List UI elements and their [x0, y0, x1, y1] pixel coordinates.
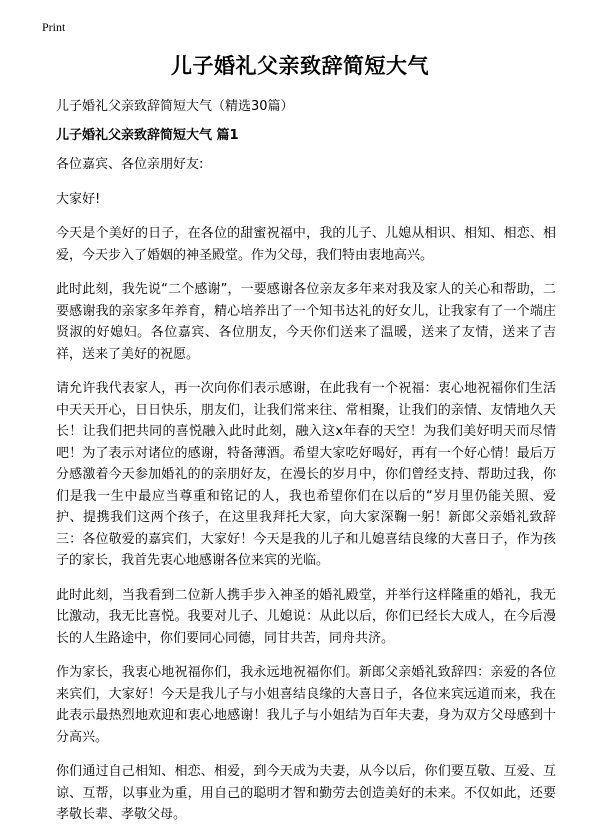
page-title: 儿子婚礼父亲致辞简短大气 [171, 54, 429, 78]
paragraph-greeting-guests: 各位嘉宾、各位亲朋好友: [56, 157, 204, 172]
paragraph: 你们通过自己相知、相恋、相爱，到今天成为夫妻，从今以后，你们要互敬、互爱、互谅、互帮，以事业为重，用自己的聪明才智和勤劳去创造美好的未来。不仅如此，还要孝敬长辈、孝敬父母。 [56, 764, 556, 822]
print-link[interactable]: Print [42, 20, 66, 34]
paragraph: 请允许我代表家人，再一次向你们表示感谢，在此我有一个祝福：衷心地祝福你们生活中天天开心，日日快乐，朋友们，让我们常来往、常相聚，让我们的亲情、友情地久天长！让我们把共同的喜悦融入此时此刻，融入这x年春的天空！为我们美好明天而尽情吧！为了表示对诸位的感谢，特备薄酒。希望大家吃好喝好，再有一个好心情！最后万分感激着今天参加婚礼的的亲朋好友，在漫长的岁月中，你们曾经支持、帮助过我，你们是我一生中最应当尊重和铭记的人，我也希望你们在以后的“岁月里仍能关照、爱护、提携我们这两个孩子，在这里我拜托大家，向大家深鞠一躬！新郎父亲婚礼致辞三：各位敬爱的嘉宾们，大家好！今天是我的儿子和儿媳喜结良缘的大喜日子，作为孩子的家长，我首先衷心地感谢各位来宾的光临。 [56, 381, 556, 568]
paragraph: 此时此刻，我先说“二个感谢”，一要感谢各位亲友多年来对我及家人的关心和帮助，二要感谢我的亲家多年养育，精心培养出了一个知书达礼的好女儿，让我家有了一个端庄贤淑的好媳妇。各位嘉宾、各位朋友，今天你们送来了温暖，送来了友情，送来了吉祥，送来了美好的祝愿。 [56, 282, 556, 362]
section-heading: 儿子婚礼父亲致辞简短大气 篇1 [56, 128, 239, 143]
paragraph: 作为家长，我衷心地祝福你们，我永远地祝福你们。新郎父亲婚礼致辞四：亲爱的各位来宾们，大家好！今天是我儿子与小姐喜结良缘的大喜日子，各位来宾远道而来，我在此表示最热烈地欢迎和衷心地感谢！我儿子与小姐结为百年夫妻，身为双方父母感到十分高兴。 [56, 665, 556, 745]
paragraph: 此时此刻，当我看到二位新人携手步入神圣的婚礼殿堂，并举行这样隆重的婚礼，我无比激动，我无比喜悦。我要对儿子、儿媳说：从此以后，你们已经长大成人，在今后漫长的人生路途中，你们要同心同德，同甘共苦，同舟共济。 [56, 587, 556, 646]
document-subtitle: 儿子婚礼父亲致辞简短大气（精选30篇） [56, 99, 294, 114]
document-body [56, 154, 556, 839]
paragraph-greeting-all: 大家好! [56, 191, 101, 207]
paragraph: 今天是个美好的日子，在各位的甜蜜祝福中，我的儿子、儿媳从相识、相知、相恋、相爱，今天步入了婚姻的神圣殿堂。作为父母，我们特由衷地高兴。 [56, 226, 556, 263]
